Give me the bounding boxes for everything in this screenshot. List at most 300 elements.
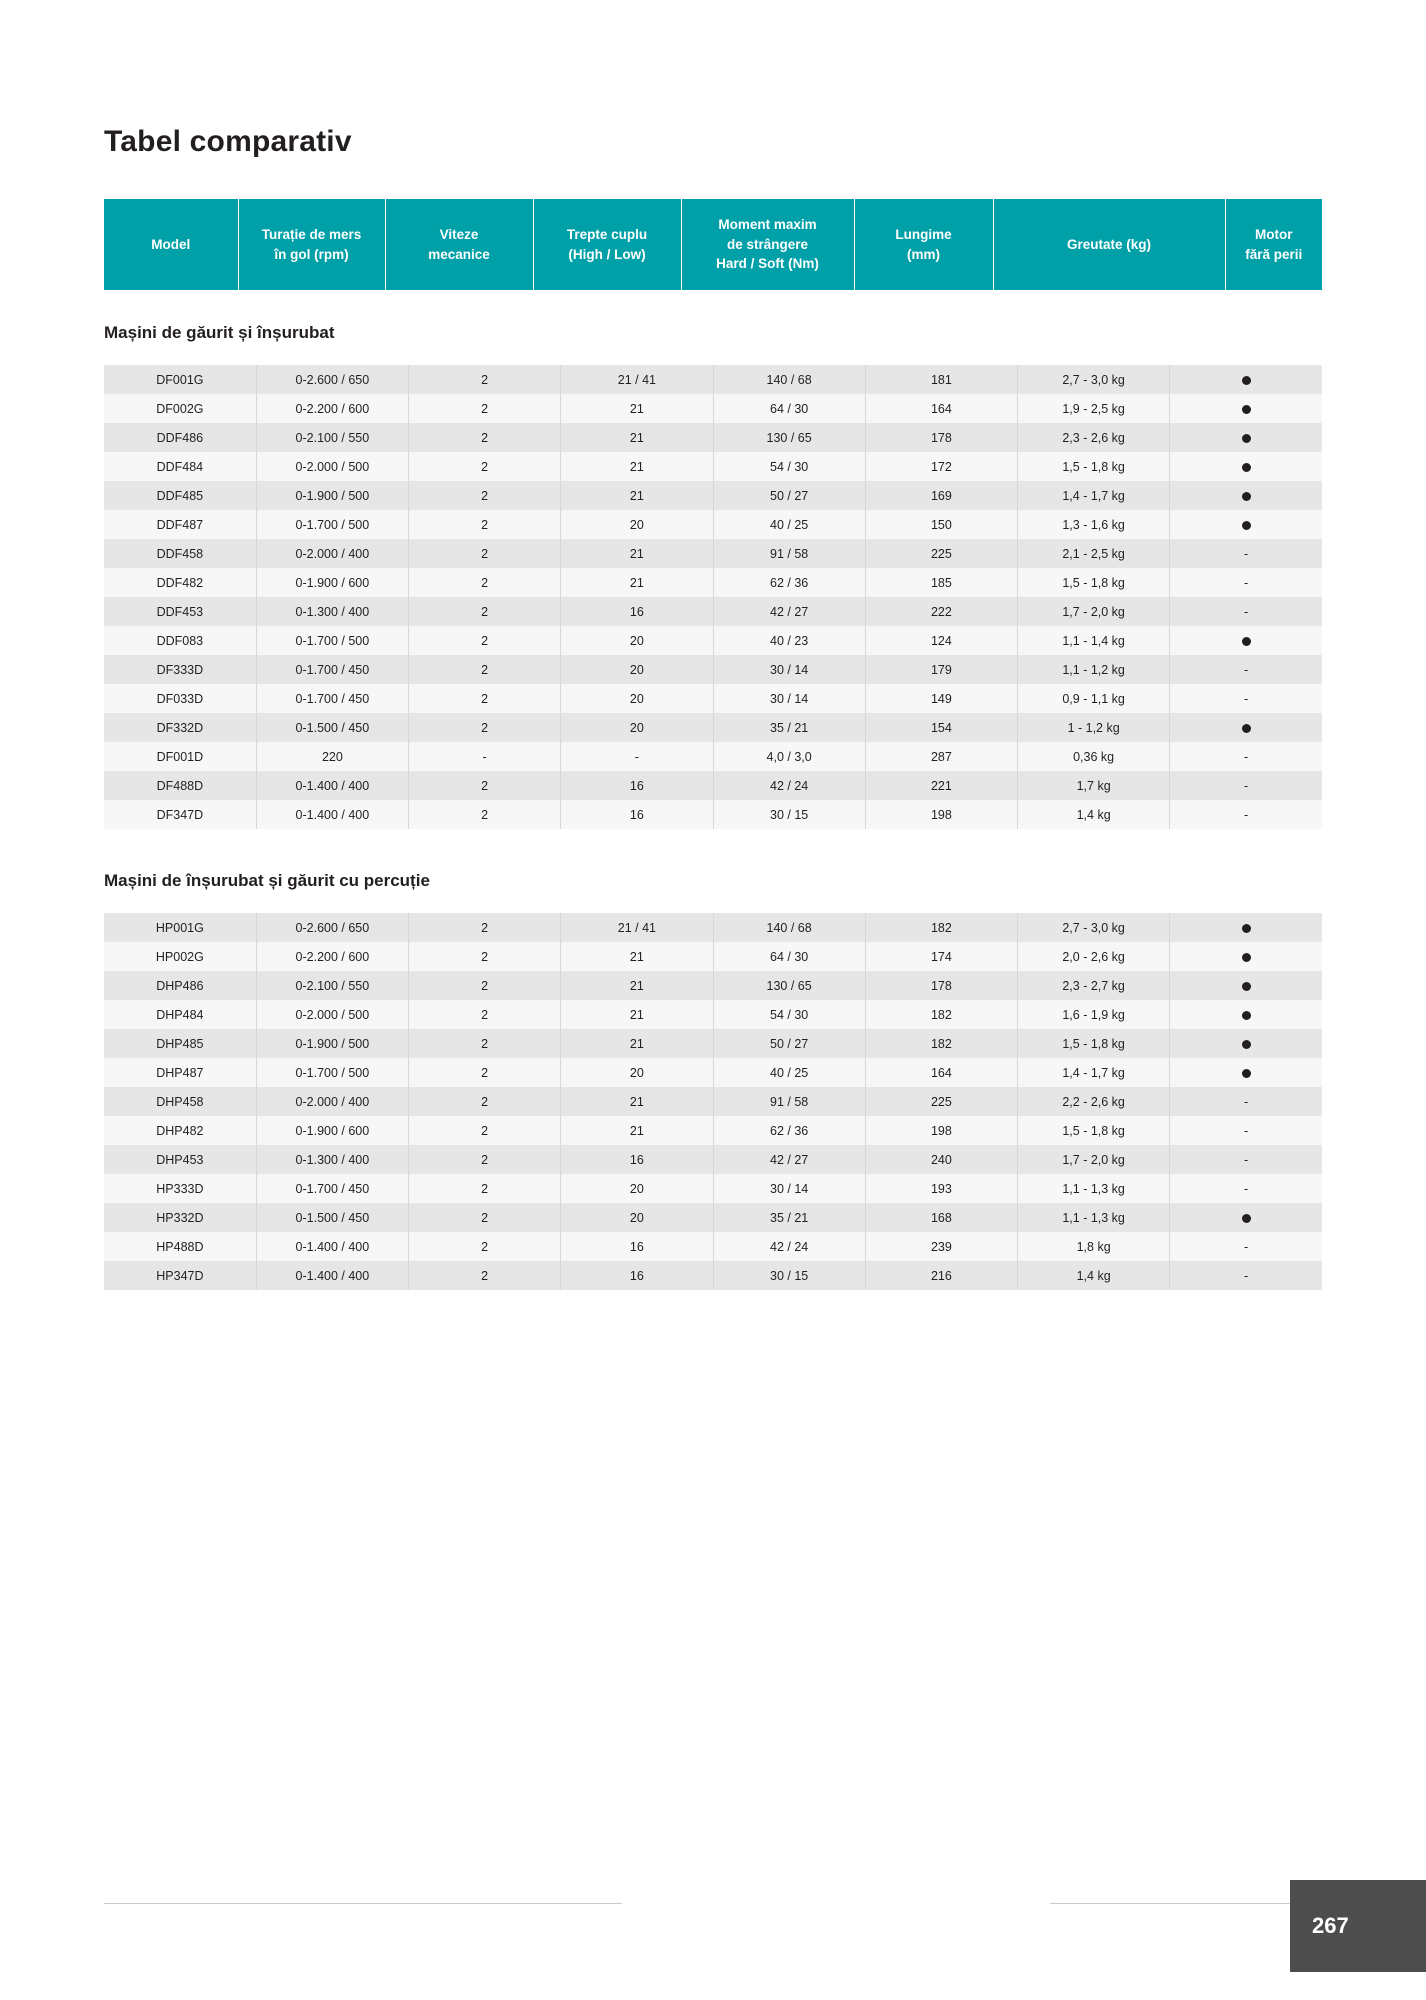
cell: 16: [561, 800, 713, 829]
cell: 2: [409, 913, 561, 942]
cell: 91 / 58: [713, 1087, 865, 1116]
cell: -: [561, 742, 713, 771]
cell: 124: [865, 626, 1017, 655]
page-title: Tabel comparativ: [104, 125, 352, 158]
header-line: Model: [151, 236, 191, 252]
cell: 42 / 27: [713, 1145, 865, 1174]
cell: 1,1 - 1,2 kg: [1018, 655, 1170, 684]
cell: 174: [865, 942, 1017, 971]
brushless-dash-icon: -: [1244, 604, 1249, 619]
cell: 2: [409, 510, 561, 539]
cell-brushless: [1170, 365, 1322, 394]
cell: 239: [865, 1232, 1017, 1261]
cell: DHP484: [104, 1000, 256, 1029]
cell-brushless: [1170, 684, 1322, 713]
brushless-dash-icon: -: [1244, 1239, 1249, 1254]
cell: 91 / 58: [713, 539, 865, 568]
cell: 130 / 65: [713, 423, 865, 452]
table-row: [104, 597, 1322, 626]
cell: 0-2.100 / 550: [256, 423, 408, 452]
brushless-dot-icon: [1242, 637, 1251, 646]
cell: DDF458: [104, 539, 256, 568]
cell: 2: [409, 942, 561, 971]
cell: DF001G: [104, 365, 256, 394]
header-line: Turație de mers: [261, 226, 362, 242]
table-row: [104, 1261, 1322, 1290]
cell: 2: [409, 1029, 561, 1058]
cell: 193: [865, 1174, 1017, 1203]
cell: 287: [865, 742, 1017, 771]
cell: 198: [865, 1116, 1017, 1145]
cell: 20: [561, 1174, 713, 1203]
brushless-dash-icon: -: [1244, 575, 1249, 590]
cell: 0-1.300 / 400: [256, 597, 408, 626]
section-title-drills: Mașini de găurit și înșurubat: [104, 323, 335, 342]
table-row: [104, 1029, 1322, 1058]
cell: 0-2.100 / 550: [256, 971, 408, 1000]
table-row: [104, 771, 1322, 800]
cell: 2: [409, 1058, 561, 1087]
cell: 0-1.900 / 600: [256, 568, 408, 597]
brushless-dot-icon: [1242, 405, 1251, 414]
brushless-dot-icon: [1242, 1011, 1251, 1020]
cell: 1,8 kg: [1018, 1232, 1170, 1261]
cell: 21: [561, 1087, 713, 1116]
cell: DDF487: [104, 510, 256, 539]
header-line: Motor: [1255, 226, 1293, 242]
table-row: [104, 481, 1322, 510]
cell: 50 / 27: [713, 1029, 865, 1058]
cell: DDF484: [104, 452, 256, 481]
brushless-dot-icon: [1242, 492, 1251, 501]
cell-brushless: [1170, 1203, 1322, 1232]
cell: 21 / 41: [561, 365, 713, 394]
cell: 54 / 30: [713, 1000, 865, 1029]
cell: 21: [561, 481, 713, 510]
brushless-dot-icon: [1242, 521, 1251, 530]
table-hammer-drills: [104, 913, 1322, 1290]
cell: 2: [409, 597, 561, 626]
cell: 21: [561, 942, 713, 971]
column-header-max-torque: [681, 199, 854, 291]
cell: DDF482: [104, 568, 256, 597]
cell-brushless: [1170, 1029, 1322, 1058]
cell-brushless: [1170, 1058, 1322, 1087]
cell: 21: [561, 1029, 713, 1058]
header-line: Viteze: [439, 226, 479, 242]
cell: 2,0 - 2,6 kg: [1018, 942, 1170, 971]
cell: 1,1 - 1,4 kg: [1018, 626, 1170, 655]
cell: 64 / 30: [713, 942, 865, 971]
cell: 178: [865, 971, 1017, 1000]
cell-brushless: [1170, 1087, 1322, 1116]
cell: 0-1.300 / 400: [256, 1145, 408, 1174]
cell: 0-1.900 / 500: [256, 481, 408, 510]
cell: 16: [561, 771, 713, 800]
cell-brushless: [1170, 568, 1322, 597]
cell: 2: [409, 394, 561, 423]
cell: 1,4 kg: [1018, 1261, 1170, 1290]
cell: 40 / 25: [713, 1058, 865, 1087]
cell: 185: [865, 568, 1017, 597]
cell: 130 / 65: [713, 971, 865, 1000]
brushless-dash-icon: -: [1244, 662, 1249, 677]
cell: 179: [865, 655, 1017, 684]
brushless-dot-icon: [1242, 463, 1251, 472]
cell: 64 / 30: [713, 394, 865, 423]
brushless-dash-icon: -: [1244, 1094, 1249, 1109]
cell: 164: [865, 394, 1017, 423]
table-row: [104, 394, 1322, 423]
table-row: [104, 1058, 1322, 1087]
cell: 2: [409, 1174, 561, 1203]
cell-brushless: [1170, 913, 1322, 942]
cell: 0-1.400 / 400: [256, 800, 408, 829]
table-row: [104, 742, 1322, 771]
cell: 1,9 - 2,5 kg: [1018, 394, 1170, 423]
cell: 2: [409, 365, 561, 394]
cell: 21: [561, 568, 713, 597]
cell: HP332D: [104, 1203, 256, 1232]
cell: 172: [865, 452, 1017, 481]
cell: 2: [409, 1261, 561, 1290]
table-row: [104, 942, 1322, 971]
cell: -: [409, 742, 561, 771]
brushless-dash-icon: -: [1244, 807, 1249, 822]
cell: DHP487: [104, 1058, 256, 1087]
cell: 225: [865, 1087, 1017, 1116]
cell: 2,7 - 3,0 kg: [1018, 365, 1170, 394]
cell-brushless: [1170, 1000, 1322, 1029]
cell: 2: [409, 800, 561, 829]
cell: 20: [561, 1203, 713, 1232]
table-row: [104, 1232, 1322, 1261]
cell-brushless: [1170, 771, 1322, 800]
cell: 62 / 36: [713, 568, 865, 597]
page-number: 267: [1290, 1880, 1426, 1972]
cell: 2: [409, 713, 561, 742]
footer-divider-right: [1050, 1903, 1290, 1904]
table-drills: [104, 365, 1322, 829]
cell: 2: [409, 771, 561, 800]
cell-brushless: [1170, 394, 1322, 423]
cell: 140 / 68: [713, 913, 865, 942]
cell: 0-1.700 / 500: [256, 1058, 408, 1087]
cell-brushless: [1170, 1116, 1322, 1145]
header-line: Trepte cuplu: [566, 226, 648, 242]
brushless-dot-icon: [1242, 982, 1251, 991]
cell: 154: [865, 713, 1017, 742]
cell: 0-1.700 / 450: [256, 1174, 408, 1203]
cell: DHP486: [104, 971, 256, 1000]
cell: 169: [865, 481, 1017, 510]
cell: 30 / 15: [713, 800, 865, 829]
cell: 0-1.500 / 450: [256, 713, 408, 742]
cell: 164: [865, 1058, 1017, 1087]
table-row: [104, 626, 1322, 655]
cell: 0-2.000 / 400: [256, 1087, 408, 1116]
cell: 20: [561, 510, 713, 539]
brushless-dot-icon: [1242, 953, 1251, 962]
table-row: [104, 1145, 1322, 1174]
column-header-length: [854, 199, 993, 291]
cell: 0-2.600 / 650: [256, 913, 408, 942]
cell: HP333D: [104, 1174, 256, 1203]
cell: 2: [409, 1203, 561, 1232]
cell: 1,7 - 2,0 kg: [1018, 1145, 1170, 1174]
cell: 0-1.400 / 400: [256, 1232, 408, 1261]
cell: 181: [865, 365, 1017, 394]
cell-brushless: [1170, 1261, 1322, 1290]
brushless-dash-icon: -: [1244, 546, 1249, 561]
cell: DHP482: [104, 1116, 256, 1145]
brushless-dash-icon: -: [1244, 691, 1249, 706]
cell: 0-1.700 / 450: [256, 655, 408, 684]
cell: 35 / 21: [713, 1203, 865, 1232]
cell: 40 / 25: [713, 510, 865, 539]
cell-brushless: [1170, 481, 1322, 510]
brushless-dash-icon: -: [1244, 1152, 1249, 1167]
table-row: [104, 655, 1322, 684]
cell: 54 / 30: [713, 452, 865, 481]
table-row: [104, 1116, 1322, 1145]
cell: 1,6 - 1,9 kg: [1018, 1000, 1170, 1029]
header-line: (mm): [907, 246, 940, 262]
cell: 21: [561, 394, 713, 423]
brushless-dot-icon: [1242, 1214, 1251, 1223]
table-row: [104, 1203, 1322, 1232]
cell: DDF083: [104, 626, 256, 655]
cell: 2: [409, 684, 561, 713]
cell: 2,7 - 3,0 kg: [1018, 913, 1170, 942]
cell-brushless: [1170, 713, 1322, 742]
cell: 149: [865, 684, 1017, 713]
comparative-table-area: [104, 198, 1322, 1290]
cell: 0-2.000 / 500: [256, 452, 408, 481]
cell-brushless: [1170, 597, 1322, 626]
cell: 1,7 kg: [1018, 771, 1170, 800]
brushless-dash-icon: -: [1244, 1268, 1249, 1283]
cell: 30 / 14: [713, 1174, 865, 1203]
cell: 42 / 27: [713, 597, 865, 626]
cell: 1,3 - 1,6 kg: [1018, 510, 1170, 539]
cell: 2: [409, 971, 561, 1000]
cell-brushless: [1170, 800, 1322, 829]
table-row: [104, 684, 1322, 713]
cell: 225: [865, 539, 1017, 568]
table-row: [104, 423, 1322, 452]
cell: 21: [561, 539, 713, 568]
table-header: [104, 198, 1322, 291]
table-row: [104, 1000, 1322, 1029]
header-line: de strângere: [726, 236, 809, 252]
cell: 16: [561, 597, 713, 626]
table-row: [104, 1174, 1322, 1203]
cell: 0-2.200 / 600: [256, 942, 408, 971]
table-row: [104, 510, 1322, 539]
cell: 0-2.000 / 400: [256, 539, 408, 568]
cell: DF002G: [104, 394, 256, 423]
brushless-dot-icon: [1242, 434, 1251, 443]
section-title-hammer-drills: Mașini de înșurubat și găurit cu percuție: [104, 871, 430, 890]
cell-brushless: [1170, 1145, 1322, 1174]
cell: 221: [865, 771, 1017, 800]
cell: 2: [409, 568, 561, 597]
table-row: [104, 971, 1322, 1000]
cell: 0-2.600 / 650: [256, 365, 408, 394]
cell: 2: [409, 539, 561, 568]
cell: 178: [865, 423, 1017, 452]
cell: 140 / 68: [713, 365, 865, 394]
cell: 1,5 - 1,8 kg: [1018, 1029, 1170, 1058]
cell: DHP485: [104, 1029, 256, 1058]
cell: 2: [409, 1116, 561, 1145]
table-row: [104, 800, 1322, 829]
cell: 0,36 kg: [1018, 742, 1170, 771]
brushless-dot-icon: [1242, 1040, 1251, 1049]
column-header-speed: [238, 199, 385, 291]
cell: 240: [865, 1145, 1017, 1174]
cell: 216: [865, 1261, 1017, 1290]
cell: 21: [561, 1000, 713, 1029]
cell: DF001D: [104, 742, 256, 771]
cell-brushless: [1170, 539, 1322, 568]
table-row: [104, 365, 1322, 394]
cell: 2: [409, 452, 561, 481]
cell: DF033D: [104, 684, 256, 713]
table-row: [104, 539, 1322, 568]
cell: 0-1.500 / 450: [256, 1203, 408, 1232]
cell-brushless: [1170, 626, 1322, 655]
cell: 2: [409, 1087, 561, 1116]
cell: DHP453: [104, 1145, 256, 1174]
cell: 2: [409, 655, 561, 684]
table-row: [104, 568, 1322, 597]
table-row: [104, 452, 1322, 481]
cell: 0-1.700 / 500: [256, 510, 408, 539]
cell: 21: [561, 1116, 713, 1145]
cell: 2: [409, 1145, 561, 1174]
cell: HP488D: [104, 1232, 256, 1261]
cell: 168: [865, 1203, 1017, 1232]
cell-brushless: [1170, 942, 1322, 971]
cell: 1,1 - 1,3 kg: [1018, 1174, 1170, 1203]
cell: 1,5 - 1,8 kg: [1018, 568, 1170, 597]
brushless-dash-icon: -: [1244, 1181, 1249, 1196]
cell: 0-2.000 / 500: [256, 1000, 408, 1029]
cell: 21 / 41: [561, 913, 713, 942]
cell: 20: [561, 713, 713, 742]
cell: 21: [561, 452, 713, 481]
column-header-model: [104, 199, 238, 291]
cell: 40 / 23: [713, 626, 865, 655]
cell: HP002G: [104, 942, 256, 971]
cell: 1,7 - 2,0 kg: [1018, 597, 1170, 626]
cell: 0-1.400 / 400: [256, 771, 408, 800]
cell: 2: [409, 1232, 561, 1261]
cell: 220: [256, 742, 408, 771]
cell: 16: [561, 1232, 713, 1261]
cell: 1,4 - 1,7 kg: [1018, 1058, 1170, 1087]
cell: DF333D: [104, 655, 256, 684]
cell: 1,4 kg: [1018, 800, 1170, 829]
cell: DF488D: [104, 771, 256, 800]
header-line: mecanice: [428, 246, 490, 262]
cell: DDF486: [104, 423, 256, 452]
cell: 2,2 - 2,6 kg: [1018, 1087, 1170, 1116]
cell: 30 / 15: [713, 1261, 865, 1290]
table-row: [104, 1087, 1322, 1116]
brushless-dash-icon: -: [1244, 1123, 1249, 1138]
footer-divider-left: [104, 1903, 622, 1904]
cell: 1,1 - 1,3 kg: [1018, 1203, 1170, 1232]
cell: 1,5 - 1,8 kg: [1018, 1116, 1170, 1145]
cell: 182: [865, 913, 1017, 942]
cell: DDF453: [104, 597, 256, 626]
header-line: în gol (rpm): [274, 246, 349, 262]
cell: 198: [865, 800, 1017, 829]
cell: 1 - 1,2 kg: [1018, 713, 1170, 742]
cell: 182: [865, 1029, 1017, 1058]
cell: 1,4 - 1,7 kg: [1018, 481, 1170, 510]
header-line: (High / Low): [568, 246, 646, 262]
cell: 150: [865, 510, 1017, 539]
cell-brushless: [1170, 452, 1322, 481]
brushless-dot-icon: [1242, 376, 1251, 385]
cell: 42 / 24: [713, 1232, 865, 1261]
cell: HP347D: [104, 1261, 256, 1290]
cell-brushless: [1170, 742, 1322, 771]
cell: 62 / 36: [713, 1116, 865, 1145]
cell: 4,0 / 3,0: [713, 742, 865, 771]
brushless-dash-icon: -: [1244, 749, 1249, 764]
cell: 222: [865, 597, 1017, 626]
header-row: [104, 199, 1322, 291]
cell: DF347D: [104, 800, 256, 829]
cell: 2: [409, 626, 561, 655]
cell: 20: [561, 626, 713, 655]
column-header-brushless: [1225, 199, 1322, 291]
cell: 2: [409, 1000, 561, 1029]
cell: 0-1.900 / 500: [256, 1029, 408, 1058]
cell: 2,3 - 2,7 kg: [1018, 971, 1170, 1000]
cell: 20: [561, 655, 713, 684]
header-line: Lungime: [895, 226, 952, 242]
column-header-torque-steps: [533, 199, 681, 291]
cell: DDF485: [104, 481, 256, 510]
brushless-dot-icon: [1242, 924, 1251, 933]
cell: 182: [865, 1000, 1017, 1029]
cell: 0-1.400 / 400: [256, 1261, 408, 1290]
column-header-gears: [385, 199, 533, 291]
cell: 1,5 - 1,8 kg: [1018, 452, 1170, 481]
cell: 30 / 14: [713, 655, 865, 684]
header-line: fără perii: [1245, 246, 1303, 262]
cell: 35 / 21: [713, 713, 865, 742]
cell: 50 / 27: [713, 481, 865, 510]
header-line: Greutate (kg): [1066, 236, 1151, 252]
brushless-dash-icon: -: [1244, 778, 1249, 793]
cell: 16: [561, 1145, 713, 1174]
cell: 2: [409, 481, 561, 510]
cell: 20: [561, 1058, 713, 1087]
cell: 30 / 14: [713, 684, 865, 713]
cell-brushless: [1170, 510, 1322, 539]
cell-brushless: [1170, 971, 1322, 1000]
cell: 21: [561, 423, 713, 452]
cell: 16: [561, 1261, 713, 1290]
cell: 21: [561, 971, 713, 1000]
